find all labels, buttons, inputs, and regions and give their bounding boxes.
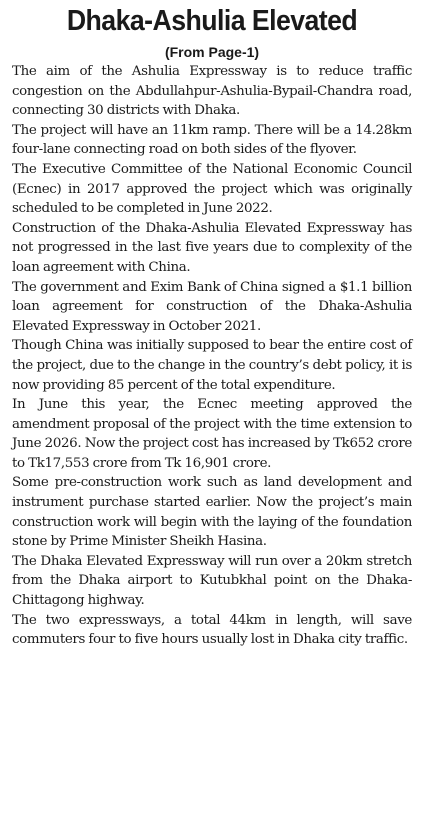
paragraph-pre-construction: Some pre-construction work such as land development and instrument purchase started earlier. Now the project’s main construction work will begin with the laying of the foundation stone by Prime Minister Sheikh Hasina. bbox=[12, 475, 412, 550]
headline: Dhaka-Ashulia Elevated bbox=[66, 5, 358, 37]
paragraph-purpose: The aim of the Ashulia Expressway is to reduce traffic congestion on the Abdullahpur-Ashulia-Bypail-Chandra road, connecting 30 districts with Dhaka. bbox=[12, 64, 412, 119]
paragraph-dhaka-elevated: The Dhaka Elevated Expressway will run over a 20km stretch from the Dhaka airport to Kutubkhal point on the Dhaka-Chittagong highway. bbox=[12, 553, 412, 609]
article-body bbox=[12, 62, 412, 650]
paragraph-commuter-savings: The two expressways, a total 44km in length, will save commuters four to five hours usually lost in Dhaka city traffic. bbox=[12, 612, 412, 648]
continuation-note: (From Page-1) bbox=[164, 44, 260, 60]
paragraph-ramp: The project will have an 11km ramp. There will be a 14.28km four-lane connecting road on both sides of the flyover. bbox=[12, 122, 412, 158]
paragraph-cost-revision: In June this year, the Ecnec meeting approved the amendment proposal of the project with the time extension to June 2026. Now the project cost has increased by Tk652 crore to Tk17,553 crore from Tk 16,901 crore. bbox=[12, 397, 412, 471]
paragraph-ecnec-approval: The Executive Committee of the National Economic Council (Ecnec) in 2017 approved the project which was originally scheduled to be completed in June 2022. bbox=[12, 161, 412, 217]
paragraph-delay: Construction of the Dhaka-Ashulia Elevated Expressway has not progressed in the last five years due to complexity of the loan agreement with China. bbox=[12, 220, 412, 275]
paragraph-loan-agreement: The government and Exim Bank of China signed a $1.1 billion loan agreement for construction of the Dhaka-Ashulia Elevated Expressway in October 2021. bbox=[12, 279, 412, 334]
paragraph-china-funding: Though China was initially supposed to bear the entire cost of the project, due to the change in the country’s debt policy, it is now providing 85 percent of the total expenditure. bbox=[12, 338, 412, 393]
